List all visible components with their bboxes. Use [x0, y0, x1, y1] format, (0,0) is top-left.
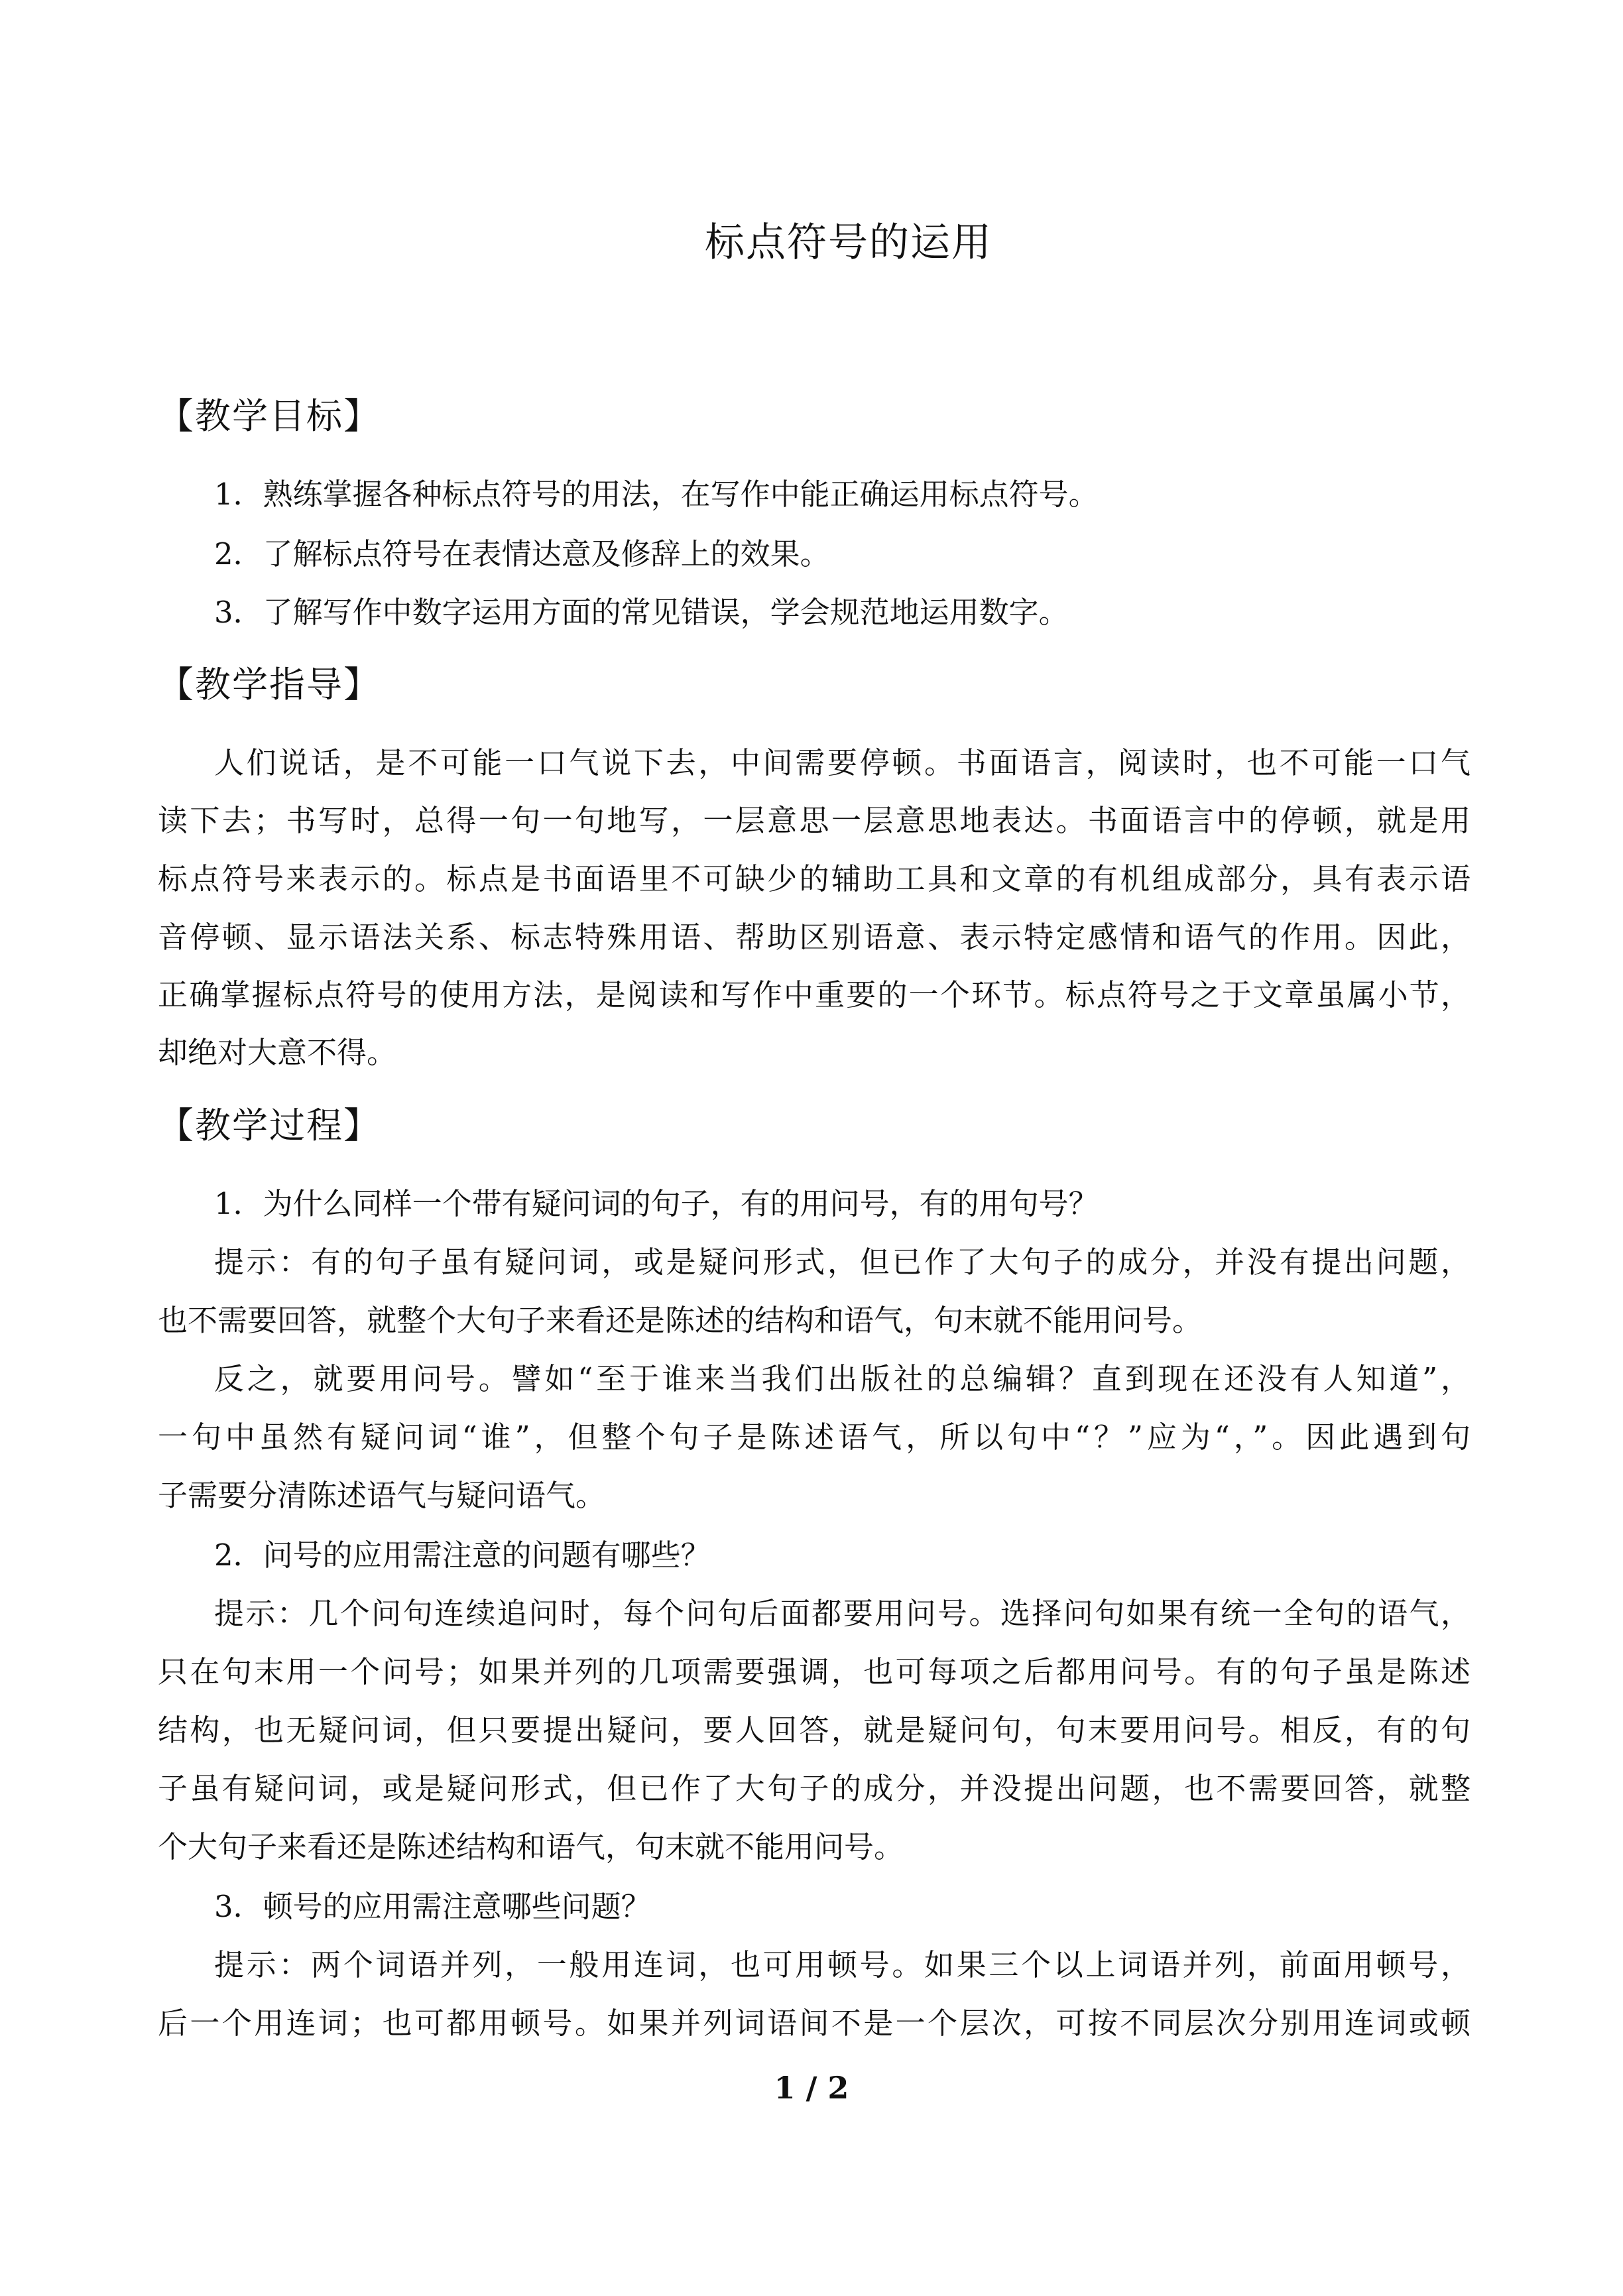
- process-line: 提示：两个词语并列，一般用连词，也可用顿号。如果三个以上词语并列，前面用顿号，: [214, 1947, 1471, 1982]
- process-line: 也不需要回答，就整个大句子来看还是陈述的结构和语气，句末就不能用问号。: [158, 1303, 1203, 1338]
- process-line: 提示：几个问句连续追问时，每个问句后面都要用问号。选择问句如果有统一全句的语气，: [214, 1596, 1471, 1631]
- process-line: 结构，也无疑问词，但只要提出疑问，要人回答，就是疑问句，句末要用问号。相反，有的句: [158, 1713, 1471, 1748]
- page-number: 1 / 2: [774, 2070, 849, 2106]
- section-heading-process: 【教学过程】: [158, 1105, 381, 1146]
- process-line: 提示：有的句子虽有疑问词，或是疑问形式，但已作了大句子的成分，并没有提出问题，: [214, 1244, 1471, 1280]
- guidance-line: 标点符号来表示的。标点是书面语里不可缺少的辅助工具和文章的有机组成部分，具有表示语: [158, 861, 1471, 896]
- section-heading-guidance: 【教学指导】: [158, 664, 381, 705]
- process-line: 2．问号的应用需注意的问题有哪些？: [214, 1538, 711, 1573]
- process-line: 一句中虽然有疑问词“谁”，但整个句子是陈述语气，所以句中“？”应为“，”。因此遇到句: [158, 1420, 1471, 1455]
- guidance-line: 音停顿、显示语法关系、标志特殊用语、帮助区别语意、表示特定感情和语气的作用。因此，: [158, 920, 1471, 955]
- process-line: 子虽有疑问词，或是疑问形式，但已作了大句子的成分，并没提出问题，也不需要回答，就整: [158, 1771, 1471, 1806]
- goal-item: 2．了解标点符号在表情达意及修辞上的效果。: [214, 536, 830, 572]
- process-line: 反之，就要用问号。譬如“至于谁来当我们出版社的总编辑？直到现在还没有人知道”，: [214, 1361, 1471, 1396]
- goal-item: 3．了解写作中数字运用方面的常见错误，学会规范地运用数字。: [214, 595, 1069, 630]
- process-line: 子需要分清陈述语气与疑问语气。: [158, 1478, 606, 1513]
- process-line: 3．顿号的应用需注意哪些问题？: [214, 1889, 651, 1924]
- goal-item: 1．熟练掌握各种标点符号的用法，在写作中能正确运用标点符号。: [214, 477, 1099, 512]
- guidance-line: 正确掌握标点符号的使用方法，是阅读和写作中重要的一个环节。标点符号之于文章虽属小节，: [158, 977, 1471, 1012]
- process-line: 后一个用连词；也可都用顿号。如果并列词语间不是一个层次，可按不同层次分别用连词或顿: [158, 2006, 1471, 2041]
- guidance-line: 人们说话，是不可能一口气说下去，中间需要停顿。书面语言，阅读时，也不可能一口气: [214, 745, 1471, 780]
- guidance-line: 却绝对大意不得。: [158, 1035, 397, 1070]
- document-title: 标点符号的运用: [705, 219, 992, 266]
- section-heading-goals: 【教学目标】: [158, 395, 381, 437]
- process-line: 1．为什么同样一个带有疑问词的句子，有的用问号，有的用句号？: [214, 1186, 1099, 1221]
- process-line: 个大句子来看还是陈述结构和语气，句末就不能用问号。: [158, 1829, 904, 1864]
- process-line: 只在句末用一个问号；如果并列的几项需要强调，也可每项之后都用问号。有的句子虽是陈述: [158, 1654, 1471, 1689]
- guidance-line: 读下去；书写时，总得一句一句地写，一层意思一层意思地表达。书面语言中的停顿，就是用: [158, 803, 1471, 838]
